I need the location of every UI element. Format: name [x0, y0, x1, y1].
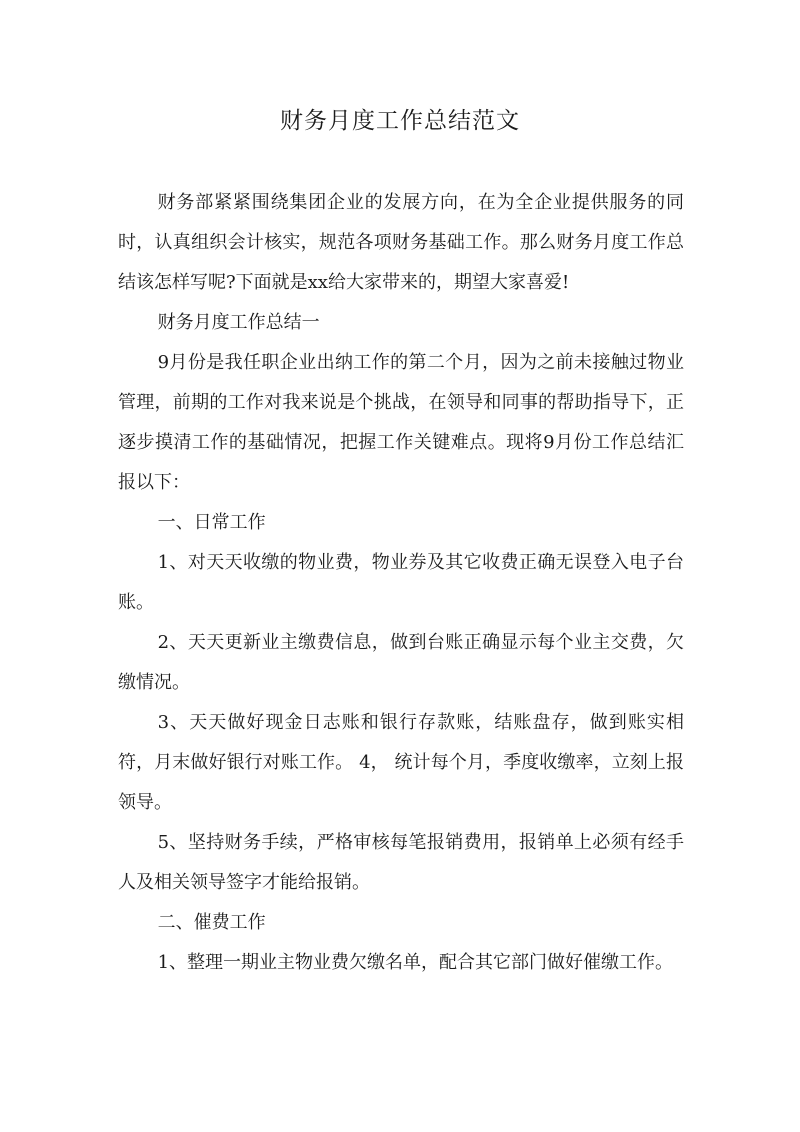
fee-collection-item-1: 1、整理一期业主物业费欠缴名单，配合其它部门做好催缴工作。	[157, 952, 674, 973]
document-title: 财务月度工作总结范文	[280, 108, 520, 134]
daily-work-item-3-4: 3、天天做好现金日志账和银行存款账，结账盘存，做到账实相符，月末做好银行对账工作。 4， 统计每个月，季度收缴率，立刻上报领导。	[118, 712, 684, 813]
section-heading-fee-collection: 二、催费工作	[157, 912, 266, 933]
daily-work-item-2: 2、天天更新业主缴费信息，做到台账正确显示每个业主交费，欠缴情况。	[118, 632, 684, 693]
document-body	[118, 183, 684, 983]
overview-paragraph: 9月份是我任职企业出纳工作的第二个月，因为之前未接触过物业管理，前期的工作对我来说是个挑战，在领导和同事的帮助指导下，正逐步摸清工作的基础情况，把握工作关键难点。现将9月份工作总结汇报以下：	[118, 352, 684, 493]
intro-paragraph: 财务部紧紧围绕集团企业的发展方向，在为全企业提供服务的同时，认真组织会计核实，规范各项财务基础工作。那么财务月度工作总结该怎样写呢?下面就是xx给大家带来的，期望大家喜爱!	[118, 192, 684, 293]
daily-work-item-1: 1、对天天收缴的物业费，物业券及其它收费正确无误登入电子台账。	[118, 552, 684, 613]
section-heading-summary-one: 财务月度工作总结一	[157, 312, 320, 333]
daily-work-item-5: 5、坚持财务手续，严格审核每笔报销费用，报销单上必须有经手人及相关领导签字才能给报销。	[118, 832, 684, 893]
section-heading-daily-work: 一、日常工作	[157, 512, 266, 533]
